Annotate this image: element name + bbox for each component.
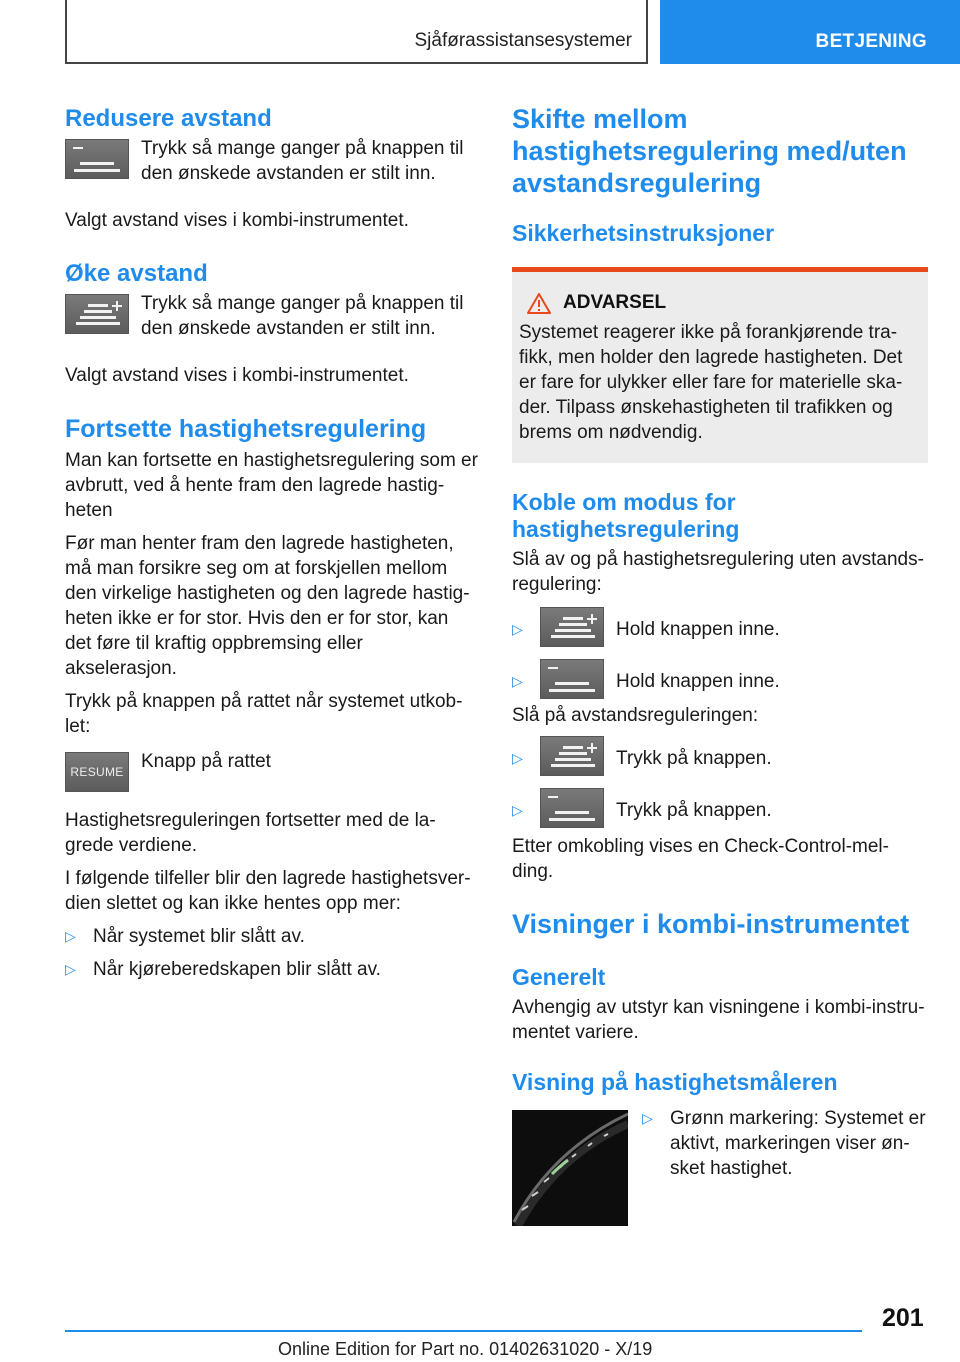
distance-increase-button-icon (540, 736, 604, 776)
general-text: Avhengig av utstyr kan visningene i kombi-instru-mentet variere. (512, 997, 925, 1043)
left-column (65, 100, 480, 982)
triangle-bullet-icon: ▷ (65, 928, 76, 944)
speedometer-row (512, 1110, 928, 1226)
reduce-shown-text: Valgt avstand vises i kombi-instrumentet. (65, 210, 409, 231)
triangle-bullet-icon: ▷ (642, 1110, 653, 1126)
warning-title (519, 292, 918, 314)
heading-safety: Sikkerhetsinstruksjoner (512, 220, 775, 246)
reduce-instruction (65, 136, 480, 186)
continue-paragraph-4: Hastighetsreguleringen fortsetter med de la-grede verdiene. (65, 810, 436, 856)
on-text: Slå på avstandsreguleringen: (512, 705, 759, 726)
header-chapter-tab (660, 0, 960, 64)
triangle-bullet-icon: ▷ (512, 673, 523, 689)
list-item (512, 736, 928, 776)
distance-increase-button-icon (540, 607, 604, 647)
resume-button-icon (65, 752, 129, 792)
header-section-box (65, 0, 648, 64)
resume-instruction (65, 749, 480, 792)
heading-speedometer: Visning på hastighetsmåleren (512, 1069, 838, 1095)
triangle-bullet-icon: ▷ (512, 621, 523, 637)
reduce-text: Trykk så mange ganger på knappen til den ønskede avstanden er stilt inn. (141, 138, 464, 184)
heading-continue-cruise: Fortsette hastighetsregulering (65, 415, 427, 443)
right-column (512, 100, 928, 1226)
list-item (512, 607, 928, 647)
increase-shown-text: Valgt avstand vises i kombi-instrumentet. (65, 365, 409, 386)
heading-switch-mode: Skifte mellom hastighetsregulering med/uten avstandsregulering (512, 104, 907, 198)
mode-text: Slå av og på hastighetsregulering uten avstands-regulering: (512, 549, 924, 595)
triangle-bullet-icon: ▷ (512, 750, 523, 766)
list-item-text: Hold knappen inne. (616, 671, 780, 692)
list-item-text: Trykk på knappen. (616, 800, 772, 821)
list-item (642, 1106, 928, 1181)
heading-displays: Visninger i kombi-instrumentet (512, 909, 910, 939)
increase-text: Trykk så mange ganger på knappen til den ønskede avstanden er stilt inn. (141, 293, 464, 339)
resume-button-label: RESUME (70, 765, 124, 779)
speedometer-image (512, 1110, 628, 1226)
speedometer-arc-graphic (512, 1110, 628, 1226)
warning-triangle-icon (527, 293, 551, 314)
header-chapter-label: BETJENING (815, 31, 927, 52)
heading-increase-distance: Øke avstand (65, 260, 208, 287)
distance-decrease-button-icon (540, 659, 604, 699)
heading-mode-switch: Koble om modus for hastighetsregulering (512, 489, 740, 542)
header-section-title: Sjåførassistansesystemer (414, 30, 632, 51)
continue-paragraph-5: I følgende tilfeller blir den lagrede hastighetsver-dien slettet og kan ikke hentes opp mer: (65, 868, 471, 914)
warning-box (512, 267, 928, 463)
warning-text: Systemet reagerer ikke på forankjørende tra-fikk, men holder den lagrede hastigheten. Det er fare for ulykker eller fare for materielle ska-der. Tilpass ønskehastigheten til trafikken og brems om nødvendig. (519, 322, 903, 443)
continue-paragraph-3: Trykk på knappen på rattet når systemet utkob-let: (65, 691, 463, 737)
heading-general: Generelt (512, 964, 606, 990)
distance-decrease-button-icon (540, 788, 604, 828)
list-item-text: Grønn markering: Systemet er aktivt, markeringen viser øn-sket hastighet. (670, 1108, 926, 1179)
list-item-text: Hold knappen inne. (616, 619, 780, 640)
triangle-bullet-icon: ▷ (512, 802, 523, 818)
distance-decrease-button-icon (65, 139, 129, 179)
list-item-text: Trykk på knappen. (616, 748, 772, 769)
after-text: Etter omkobling vises en Check-Control-mel-ding. (512, 836, 889, 882)
warning-title-text: ADVARSEL (563, 292, 667, 313)
resume-text: Knapp på rattet (141, 751, 271, 772)
page-number: 201 (882, 1304, 924, 1332)
footer-edition: Online Edition for Part no. 01402631020 - X/19 (278, 1339, 653, 1359)
heading-reduce-distance: Redusere avstand (65, 105, 272, 132)
increase-instruction (65, 291, 480, 341)
distance-increase-button-icon (65, 294, 129, 334)
list-item (65, 924, 480, 949)
list-item (65, 957, 480, 982)
continue-paragraph-1: Man kan fortsette en hastighetsregulering som er avbrutt, ved å hente fram den lagrede hastig-heten (65, 450, 478, 521)
list-item-text: Når kjøreberedskapen blir slått av. (93, 959, 381, 980)
continue-paragraph-2: Før man henter fram den lagrede hastigheten, må man forsikre seg om at forskjellen mellom den virkelige hastigheten og den lagrede hastig-heten ikke er for stor. Hvis den er for stor, kan det føre til kraftig oppbremsing eller akselerasjon. (65, 533, 470, 679)
list-item-text: Når systemet blir slått av. (93, 926, 305, 947)
list-item (512, 788, 928, 828)
footer-divider (65, 1330, 862, 1332)
list-item (512, 659, 928, 699)
triangle-bullet-icon: ▷ (65, 961, 76, 977)
